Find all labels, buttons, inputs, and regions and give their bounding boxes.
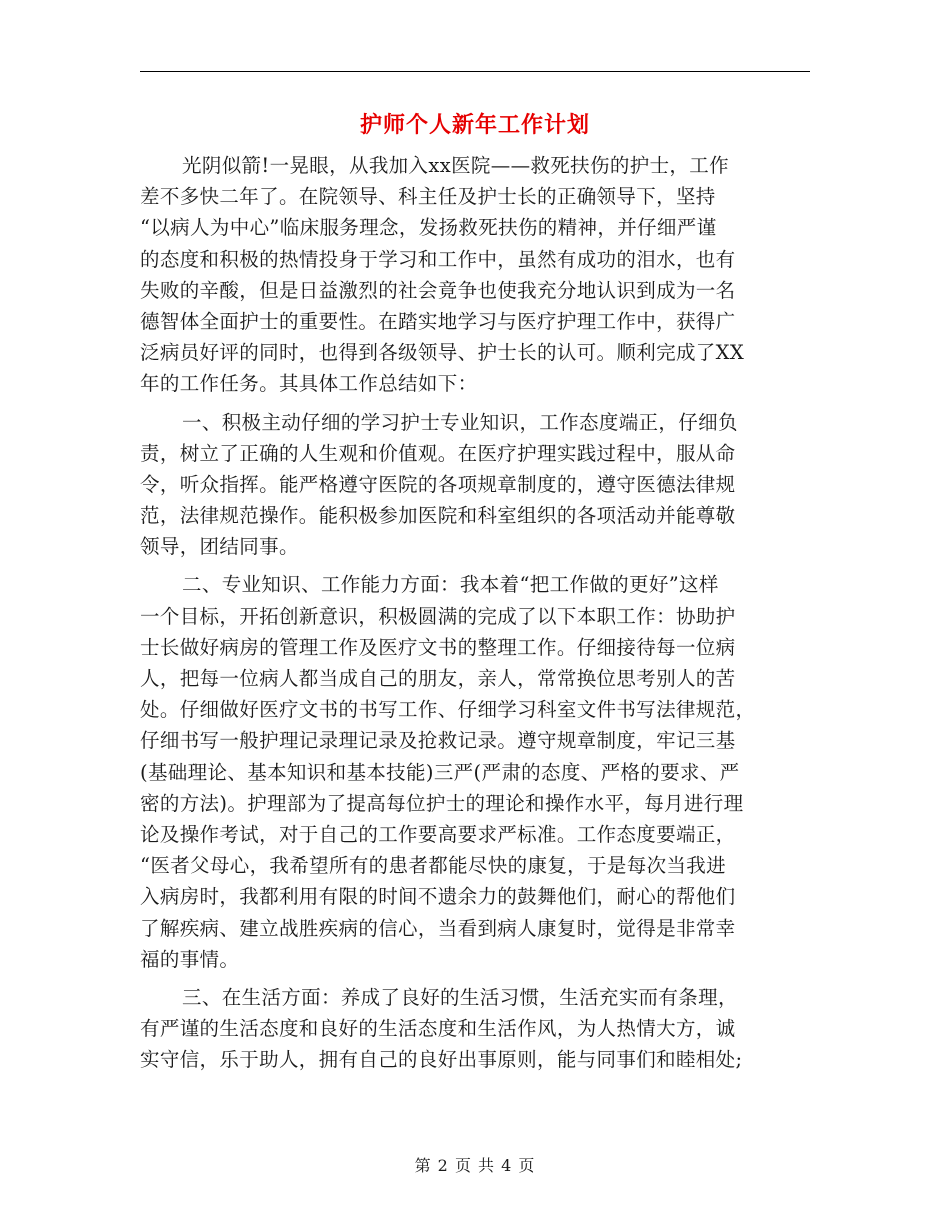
text-line: 入病房时，我都利用有限的时间不遗余力的鼓舞他们，耐心的帮他们: [140, 885, 736, 909]
text-line: 三、在生活方面：养成了良好的生活习惯，生活充实而有条理，: [182, 985, 738, 1009]
text-line: 处。仔细做好医疗文书的书写工作、仔细学习科室文件书写法律规范，: [140, 698, 756, 722]
text-line: “以病人为中心”临床服务理念，发扬救死扶伤的精神，并仔细严谨: [140, 216, 717, 240]
text-line: 德智体全面护士的重要性。在踏实地学习与医疗护理工作中，获得广: [140, 309, 736, 333]
text-line: 范，法律规范操作。能积极参加医院和科室组织的各项活动并能尊敬: [140, 504, 736, 528]
page-number: 第 2 页 共 4 页: [414, 1156, 536, 1175]
text-line: 领导，团结同事。: [140, 535, 299, 559]
text-line: 泛病员好评的同时，也得到各级领导、护士长的认可。顺利完成了XX: [140, 341, 745, 365]
text-line: 失败的辛酸，但是日益激烈的社会竟争也使我充分地认识到成为一名: [140, 278, 736, 302]
text-line: 责，树立了正确的人生观和价值观。在医疗护理实践过程中，服从命: [140, 441, 736, 465]
text-line: 论及操作考试，对于自己的工作要高要求严标准。工作态度要端正，: [140, 822, 736, 846]
text-line: 一、积极主动仔细的学习护士专业知识，工作态度端正，仔细负: [182, 410, 738, 434]
text-line: 士长做好病房的管理工作及医疗文书的整理工作。仔细接待每一位病: [140, 635, 736, 659]
paragraph-section-3: [140, 982, 802, 1076]
text-line: 的态度和积极的热情投身于学习和工作中，虽然有成功的泪水，也有: [140, 247, 736, 271]
text-line: 年的工作任务。其具体工作总结如下：: [140, 372, 478, 396]
text-line: 差不多快二年了。在院领导、科主任及护士长的正确领导下，坚持: [140, 185, 716, 209]
text-line: 人，把每一位病人都当成自己的朋友，亲人，常常换位思考别人的苦: [140, 667, 736, 690]
text-line: “医者父母心，我希望所有的患者都能尽快的康复，于是每次当我进: [140, 854, 726, 878]
text-line: 二、专业知识、工作能力方面：我本着“把工作做的更好”这样: [182, 573, 719, 597]
paragraph-intro: [140, 150, 802, 400]
text-line: 实守信，乐于助人，拥有自己的良好出事原则，能与同事们和睦相处;: [140, 1048, 743, 1072]
text-line: 密的方法)。护理部为了提高每位护士的理论和操作水平，每月进行理: [140, 791, 744, 815]
document-body: [140, 150, 802, 1075]
paragraph-section-1: [140, 407, 802, 563]
header-rule: [140, 71, 810, 72]
text-line: 光阴似箭!一晃眼，从我加入xx医院——救死扶伤的护士，工作: [182, 154, 729, 177]
text-line: 有严谨的生活态度和良好的生活态度和生活作风，为人热情大方，诚: [140, 1017, 736, 1041]
text-line: 了解疾病、建立战胜疾病的信心，当看到病人康复时，觉得是非常幸: [140, 916, 736, 940]
text-line: (基础理论、基本知识和基本技能)三严(严肃的态度、严格的要求、严: [140, 760, 740, 784]
text-line: 福的事情。: [140, 947, 240, 971]
document-title: 护师个人新年工作计划: [359, 112, 590, 138]
text-line: 仔细书写一般护理记录理记录及抢救记录。遵守规章制度，牢记三基: [140, 729, 736, 753]
paragraph-section-2: [140, 569, 802, 974]
text-line: 一个目标，开拓创新意识，积极圆满的完成了以下本职工作：协助护: [140, 604, 736, 628]
text-line: 令，听众指挥。能严格遵守医院的各项规章制度的，遵守医德法律规: [140, 472, 736, 496]
